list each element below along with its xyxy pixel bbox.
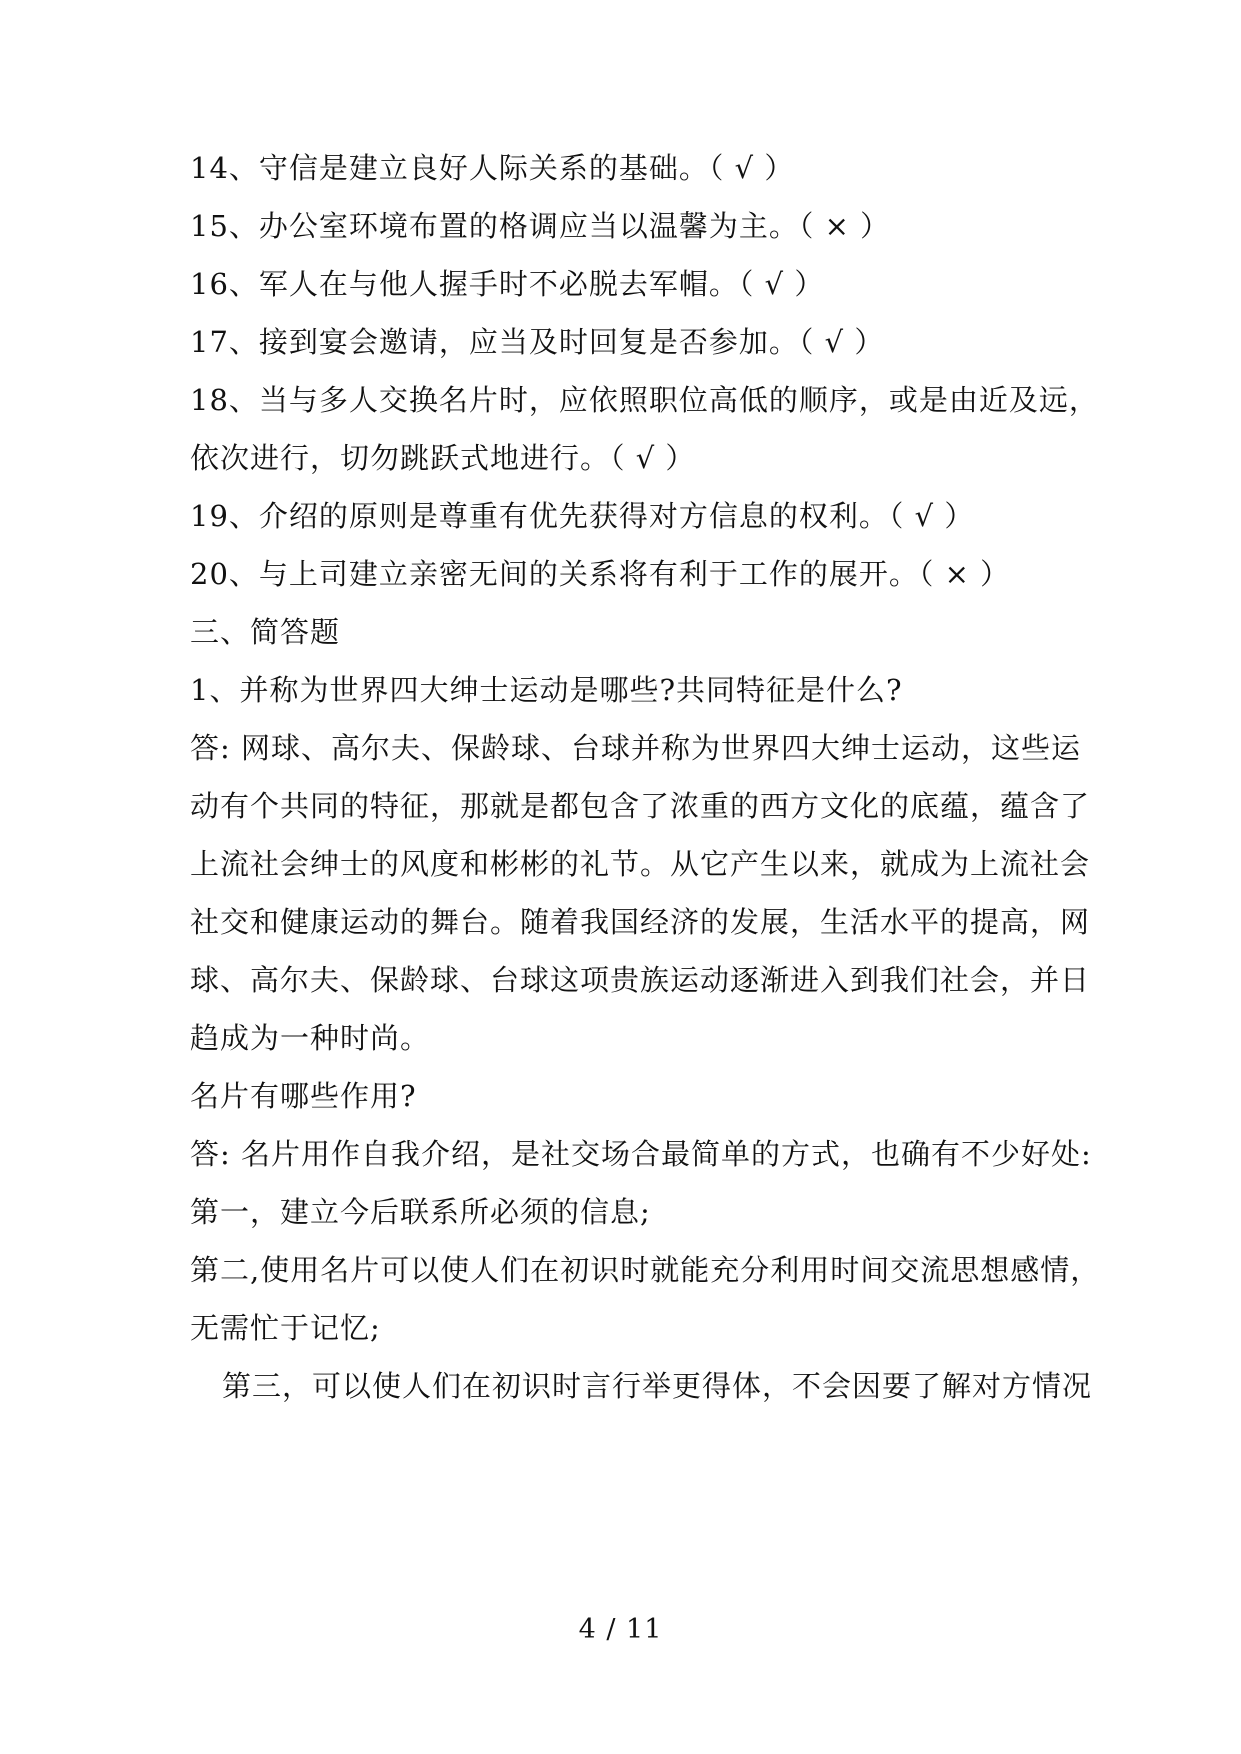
question-line: 名片有哪些作用? bbox=[190, 1079, 417, 1113]
text-line: 19、介绍的原则是尊重有优先获得对方信息的权利。（ √ ） bbox=[190, 499, 975, 533]
question-line: 1、并称为世界四大绅士运动是哪些?共同特征是什么? bbox=[190, 673, 903, 707]
answer-line: 第一，建立今后联系所必须的信息; bbox=[190, 1195, 651, 1229]
text-line: 15、办公室环境布置的格调应当以温馨为主。（ × ） bbox=[190, 209, 891, 243]
page-number: 4 / 11 bbox=[578, 1614, 663, 1645]
text-line: 依次进行，切勿跳跃式地进行。（ √ ） bbox=[190, 441, 696, 475]
answer-line: 球、高尔夫、保龄球、台球这项贵族运动逐渐进入到我们社会，并日 bbox=[190, 963, 1091, 997]
answer-line: 答: 名片用作自我介绍，是社交场合最简单的方式，也确有不少好处: bbox=[190, 1137, 1092, 1171]
text-line: 17、接到宴会邀请，应当及时回复是否参加。（ √ ） bbox=[190, 325, 885, 359]
answer-line: 第二,使用名片可以使人们在初识时就能充分利用时间交流思想感情， bbox=[190, 1253, 1101, 1287]
answer-line: 上流社会绅士的风度和彬彬的礼节。从它产生以来，就成为上流社会 bbox=[190, 847, 1091, 881]
answer-line: 趋成为一种时尚。 bbox=[190, 1021, 431, 1055]
text-line: 20、与上司建立亲密无间的关系将有利于工作的展开。（ × ） bbox=[190, 557, 1011, 591]
answer-line: 答: 网球、高尔夫、保龄球、台球并称为世界四大绅士运动，这些运 bbox=[190, 731, 1081, 765]
text-line: 16、军人在与他人握手时不必脱去军帽。（ √ ） bbox=[190, 267, 825, 301]
answer-line: 社交和健康运动的舞台。随着我国经济的发展，生活水平的提高，网 bbox=[190, 905, 1091, 939]
text-line: 14、守信是建立良好人际关系的基础。（ √ ） bbox=[190, 151, 795, 185]
answer-line: 无需忙于记忆; bbox=[190, 1311, 381, 1345]
text-line: 18、当与多人交换名片时，应依照职位高低的顺序，或是由近及远， bbox=[190, 383, 1099, 417]
answer-line: 第三，可以使人们在初识时言行举更得体，不会因要了解对方情况 bbox=[222, 1369, 1093, 1403]
section-heading: 三、简答题 bbox=[190, 615, 341, 649]
answer-line: 动有个共同的特征，那就是都包含了浓重的西方文化的底蕴，蕴含了 bbox=[190, 789, 1091, 823]
